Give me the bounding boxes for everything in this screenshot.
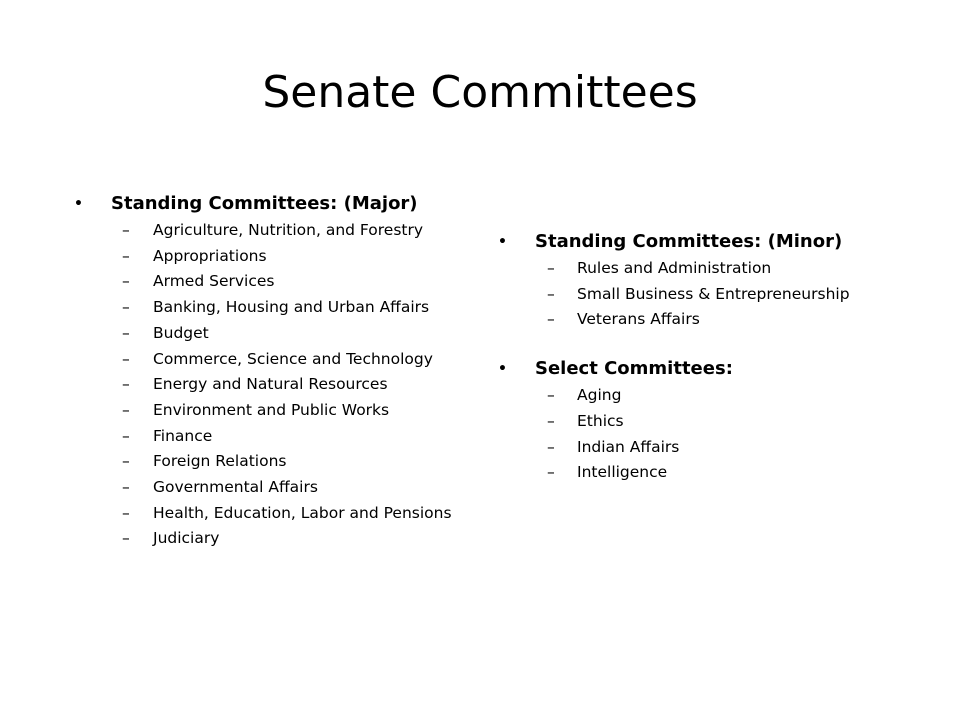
list-item xyxy=(498,435,938,461)
list-item-text: Rules and Administration xyxy=(577,259,772,277)
list-item xyxy=(498,460,938,486)
select-list xyxy=(498,383,938,486)
list-item-text: Intelligence xyxy=(577,463,668,482)
bullet-icon: • xyxy=(498,361,507,378)
list-item-text: Banking, Housing and Urban Affairs xyxy=(153,298,430,317)
list-item xyxy=(74,372,494,398)
list-item xyxy=(74,321,494,347)
list-item-text: Governmental Affairs xyxy=(153,478,318,497)
dash-icon: – xyxy=(547,284,555,303)
dash-icon: – xyxy=(547,437,555,456)
list-item-text: Armed Services xyxy=(153,272,275,291)
dash-icon: – xyxy=(122,452,130,471)
major-heading xyxy=(74,190,494,218)
dash-icon: – xyxy=(547,259,555,277)
list-item xyxy=(498,409,938,435)
list-item-text: Health, Education, Labor and Pensions xyxy=(153,503,452,522)
list-item-text: Budget xyxy=(153,323,209,342)
list-item-text: Finance xyxy=(153,426,213,445)
minor-heading-text: Standing Committees: (Minor) xyxy=(535,231,843,252)
dash-icon: – xyxy=(122,529,130,548)
dash-icon: – xyxy=(122,272,130,291)
list-item xyxy=(74,295,494,321)
list-item-text: Foreign Relations xyxy=(153,452,287,471)
dash-icon: – xyxy=(122,400,130,419)
list-item-text: Judiciary xyxy=(153,529,220,548)
list-item-text: Small Business & Entrepreneurship xyxy=(577,284,850,303)
minor-and-select-section xyxy=(498,228,938,486)
dash-icon: – xyxy=(122,246,130,265)
list-item-text: Veterans Affairs xyxy=(577,310,700,329)
dash-icon: – xyxy=(547,463,555,482)
dash-icon: – xyxy=(122,375,130,394)
dash-icon: – xyxy=(547,386,555,405)
dash-icon: – xyxy=(122,221,130,239)
dash-icon: – xyxy=(122,503,130,522)
list-item xyxy=(74,244,494,270)
select-heading xyxy=(498,355,938,383)
minor-heading xyxy=(498,228,938,256)
list-item xyxy=(498,282,938,308)
slide-title: Senate Committees xyxy=(262,67,698,118)
list-item xyxy=(498,256,938,282)
list-item xyxy=(498,307,938,333)
major-heading-text: Standing Committees: (Major) xyxy=(111,193,418,214)
select-heading-text: Select Committees: xyxy=(535,358,733,380)
list-item-text: Environment and Public Works xyxy=(153,400,390,419)
list-item-text: Appropriations xyxy=(153,246,267,265)
list-item xyxy=(498,383,938,409)
list-item xyxy=(74,398,494,424)
list-item-text: Energy and Natural Resources xyxy=(153,375,388,394)
section-spacer xyxy=(498,333,938,355)
dash-icon: – xyxy=(547,310,555,329)
list-item xyxy=(74,347,494,373)
bullet-icon: • xyxy=(498,234,507,250)
list-item xyxy=(74,449,494,475)
dash-icon: – xyxy=(547,411,555,430)
minor-list xyxy=(498,256,938,333)
list-item-text: Aging xyxy=(577,386,622,405)
major-list xyxy=(74,218,494,552)
list-item xyxy=(74,218,494,244)
bullet-icon: • xyxy=(74,196,83,212)
list-item-text: Commerce, Science and Technology xyxy=(153,349,433,368)
dash-icon: – xyxy=(122,426,130,445)
list-item xyxy=(74,424,494,450)
dash-icon: – xyxy=(122,323,130,342)
dash-icon: – xyxy=(122,298,130,317)
list-item-text: Indian Affairs xyxy=(577,437,680,456)
list-item xyxy=(74,269,494,295)
major-committees-section xyxy=(74,190,494,552)
list-item xyxy=(74,501,494,527)
dash-icon: – xyxy=(122,349,130,368)
list-item xyxy=(74,475,494,501)
list-item-text: Ethics xyxy=(577,411,624,430)
list-item-text: Agriculture, Nutrition, and Forestry xyxy=(153,221,424,239)
list-item xyxy=(74,526,494,552)
dash-icon: – xyxy=(122,478,130,497)
